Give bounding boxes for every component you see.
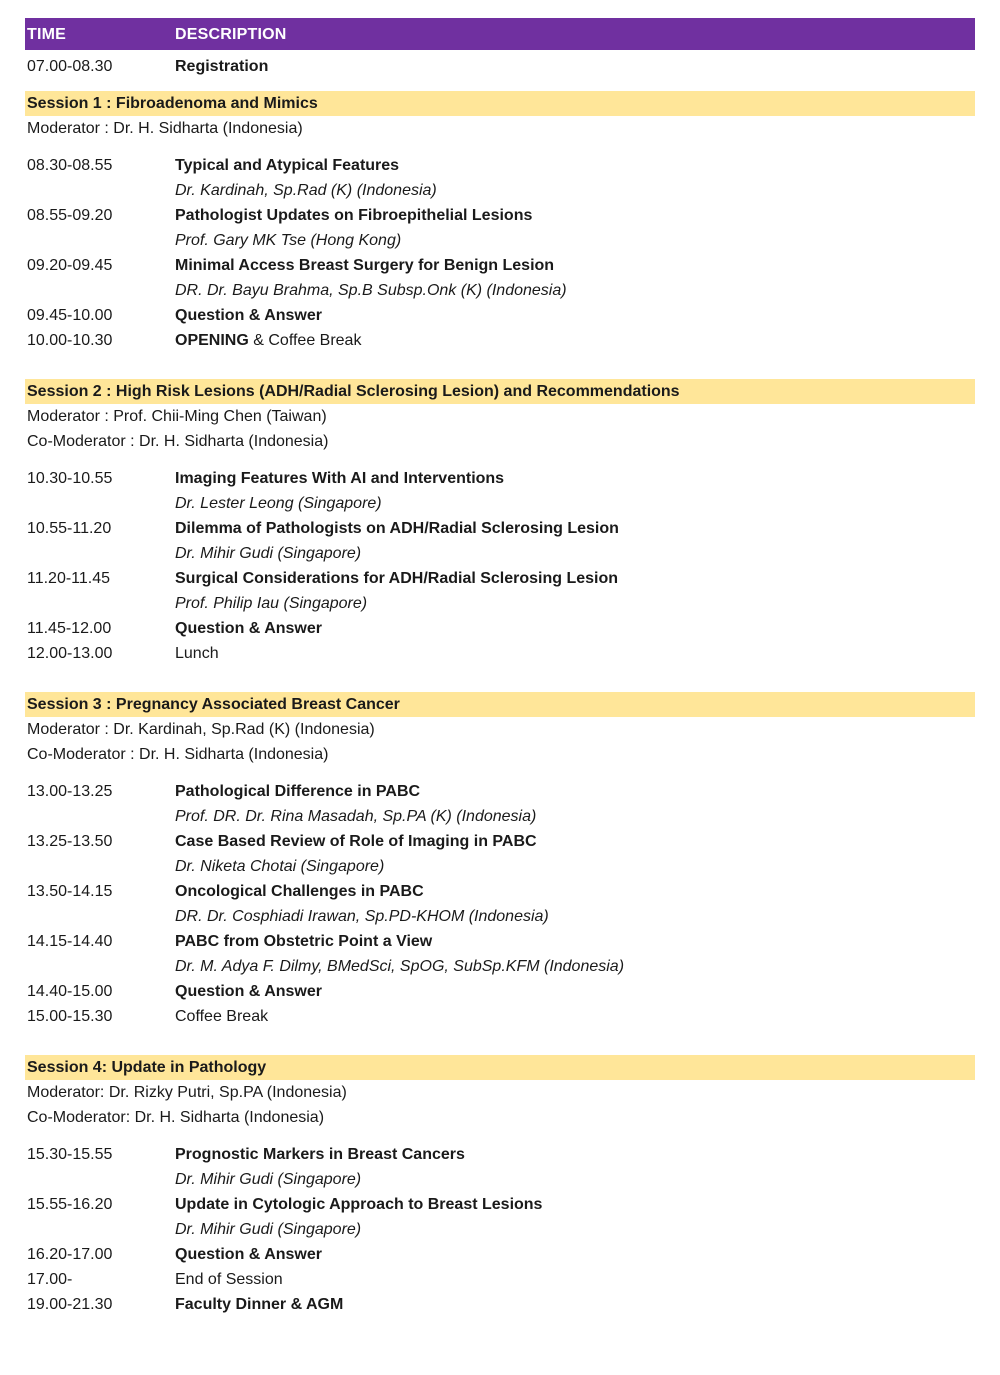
qa-title: Question & Answer — [175, 1246, 322, 1263]
time: 09.45-10.00 — [27, 307, 113, 324]
session-2-moderator: Moderator : Prof. Chii-Ming Chen (Taiwan) — [27, 408, 327, 425]
talk-row — [25, 566, 975, 591]
end-label: End of Session — [175, 1271, 283, 1288]
coffee-break-label: Coffee Break — [175, 1008, 269, 1025]
session-4-comoderator: Co-Moderator: Dr. H. Sidharta (Indonesia) — [27, 1109, 325, 1126]
speaker: DR. Dr. Cosphiadi Irawan, Sp.PD-KHOM (Indonesia) — [175, 908, 549, 925]
talk-row — [25, 1192, 975, 1217]
speaker-row — [25, 541, 975, 566]
talk-title: Case Based Review of Role of Imaging in PABC — [175, 833, 537, 850]
table-header — [25, 18, 975, 50]
break-row — [25, 1004, 975, 1029]
time: 17.00- — [27, 1271, 73, 1288]
talk-title: Minimal Access Breast Surgery for Benign Lesion — [175, 257, 555, 274]
speaker-row — [25, 178, 975, 203]
time: 15.55-16.20 — [27, 1196, 113, 1213]
dinner-row — [25, 1292, 975, 1317]
talk-title: Pathological Difference in PABC — [175, 783, 421, 800]
session-2-title: Session 2 : High Risk Lesions (ADH/Radial Sclerosing Lesion) and Recommendations — [25, 379, 975, 404]
speaker: Dr. Mihir Gudi (Singapore) — [175, 1221, 362, 1238]
speaker-row — [25, 854, 975, 879]
talk-title: Imaging Features With AI and Interventions — [175, 470, 505, 487]
speaker: Prof. DR. Dr. Rina Masadah, Sp.PA (K) (Indonesia) — [175, 808, 537, 825]
talk-row — [25, 929, 975, 954]
speaker-row — [25, 954, 975, 979]
time: 10.00-10.30 — [27, 332, 113, 349]
session-4-moderator: Moderator: Dr. Rizky Putri, Sp.PA (Indonesia) — [27, 1084, 347, 1101]
time: 11.45-12.00 — [27, 620, 112, 637]
talk-title: Dilemma of Pathologists on ADH/Radial Sclerosing Lesion — [175, 520, 619, 537]
talk-title: Typical and Atypical Features — [175, 157, 400, 174]
speaker: Dr. Lester Leong (Singapore) — [175, 495, 382, 512]
time: 10.30-10.55 — [27, 470, 113, 487]
session-1-moderator: Moderator : Dr. H. Sidharta (Indonesia) — [27, 120, 303, 137]
session-2-comoderator: Co-Moderator : Dr. H. Sidharta (Indonesia) — [27, 433, 329, 450]
speaker-row — [25, 904, 975, 929]
session-1-title: Session 1 : Fibroadenoma and Mimics — [25, 91, 975, 116]
talk-row — [25, 779, 975, 804]
speaker-row — [25, 491, 975, 516]
time: 16.20-17.00 — [27, 1246, 113, 1263]
time: 19.00-21.30 — [27, 1296, 113, 1313]
time: 08.30-08.55 — [27, 157, 113, 174]
talk-title: Oncological Challenges in PABC — [175, 883, 424, 900]
opening-label: OPENING — [175, 332, 249, 349]
time: 13.25-13.50 — [27, 833, 113, 850]
speaker: DR. Dr. Bayu Brahma, Sp.B Subsp.Onk (K) (Indonesia) — [175, 282, 567, 299]
header-time: TIME — [27, 26, 67, 43]
speaker: Dr. Mihir Gudi (Singapore) — [175, 1171, 362, 1188]
end-row — [25, 1267, 975, 1292]
talk-title: PABC from Obstetric Point a View — [175, 933, 433, 950]
talk-row — [25, 516, 975, 541]
time: 15.00-15.30 — [27, 1008, 113, 1025]
break-row — [25, 328, 975, 353]
talk-row — [25, 879, 975, 904]
talk-row — [25, 829, 975, 854]
talk-title: Pathologist Updates on Fibroepithelial Lesions — [175, 207, 533, 224]
speaker-row — [25, 591, 975, 616]
title: Registration — [175, 58, 269, 75]
qa-title: Question & Answer — [175, 983, 322, 1000]
time: 11.20-11.45 — [27, 570, 111, 587]
time: 08.55-09.20 — [27, 207, 113, 224]
session-4-title: Session 4: Update in Pathology — [25, 1055, 975, 1080]
talk-row — [25, 153, 975, 178]
speaker-row — [25, 804, 975, 829]
speaker-row — [25, 1217, 975, 1242]
dinner-title: Faculty Dinner & AGM — [175, 1296, 344, 1313]
break-label: & Coffee Break — [248, 332, 362, 349]
speaker-row — [25, 228, 975, 253]
time: 09.20-09.45 — [27, 257, 113, 274]
break-row — [25, 641, 975, 666]
speaker-row — [25, 1167, 975, 1192]
talk-row — [25, 466, 975, 491]
speaker: Dr. Niketa Chotai (Singapore) — [175, 858, 385, 875]
time: 13.00-13.25 — [27, 783, 113, 800]
agenda-page — [25, 18, 975, 1317]
session-3-title: Session 3 : Pregnancy Associated Breast Cancer — [25, 692, 975, 717]
time: 07.00-08.30 — [27, 58, 113, 75]
registration-row — [25, 54, 975, 79]
time: 12.00-13.00 — [27, 645, 113, 662]
time: 14.40-15.00 — [27, 983, 113, 1000]
talk-row — [25, 253, 975, 278]
talk-row — [25, 203, 975, 228]
time: 10.55-11.20 — [27, 520, 112, 537]
time: 15.30-15.55 — [27, 1146, 113, 1163]
session-3-comoderator: Co-Moderator : Dr. H. Sidharta (Indonesia) — [27, 746, 329, 763]
lunch-label: Lunch — [175, 645, 219, 662]
talk-title: Update in Cytologic Approach to Breast Lesions — [175, 1196, 543, 1213]
speaker: Dr. Mihir Gudi (Singapore) — [175, 545, 362, 562]
time: 14.15-14.40 — [27, 933, 113, 950]
qa-row — [25, 979, 975, 1004]
qa-row — [25, 303, 975, 328]
talk-row — [25, 1142, 975, 1167]
speaker: Dr. Kardinah, Sp.Rad (K) (Indonesia) — [175, 182, 437, 199]
qa-row — [25, 616, 975, 641]
speaker: Prof. Philip Iau (Singapore) — [175, 595, 368, 612]
talk-title: Prognostic Markers in Breast Cancers — [175, 1146, 465, 1163]
talk-title: Surgical Considerations for ADH/Radial Sclerosing Lesion — [175, 570, 619, 587]
speaker-row — [25, 278, 975, 303]
time: 13.50-14.15 — [27, 883, 113, 900]
speaker: Prof. Gary MK Tse (Hong Kong) — [175, 232, 402, 249]
qa-title: Question & Answer — [175, 620, 322, 637]
session-3-moderator: Moderator : Dr. Kardinah, Sp.Rad (K) (Indonesia) — [27, 721, 375, 738]
speaker: Dr. M. Adya F. Dilmy, BMedSci, SpOG, SubSp.KFM (Indonesia) — [175, 958, 625, 975]
qa-row — [25, 1242, 975, 1267]
header-description: DESCRIPTION — [175, 26, 287, 43]
qa-title: Question & Answer — [175, 307, 322, 324]
